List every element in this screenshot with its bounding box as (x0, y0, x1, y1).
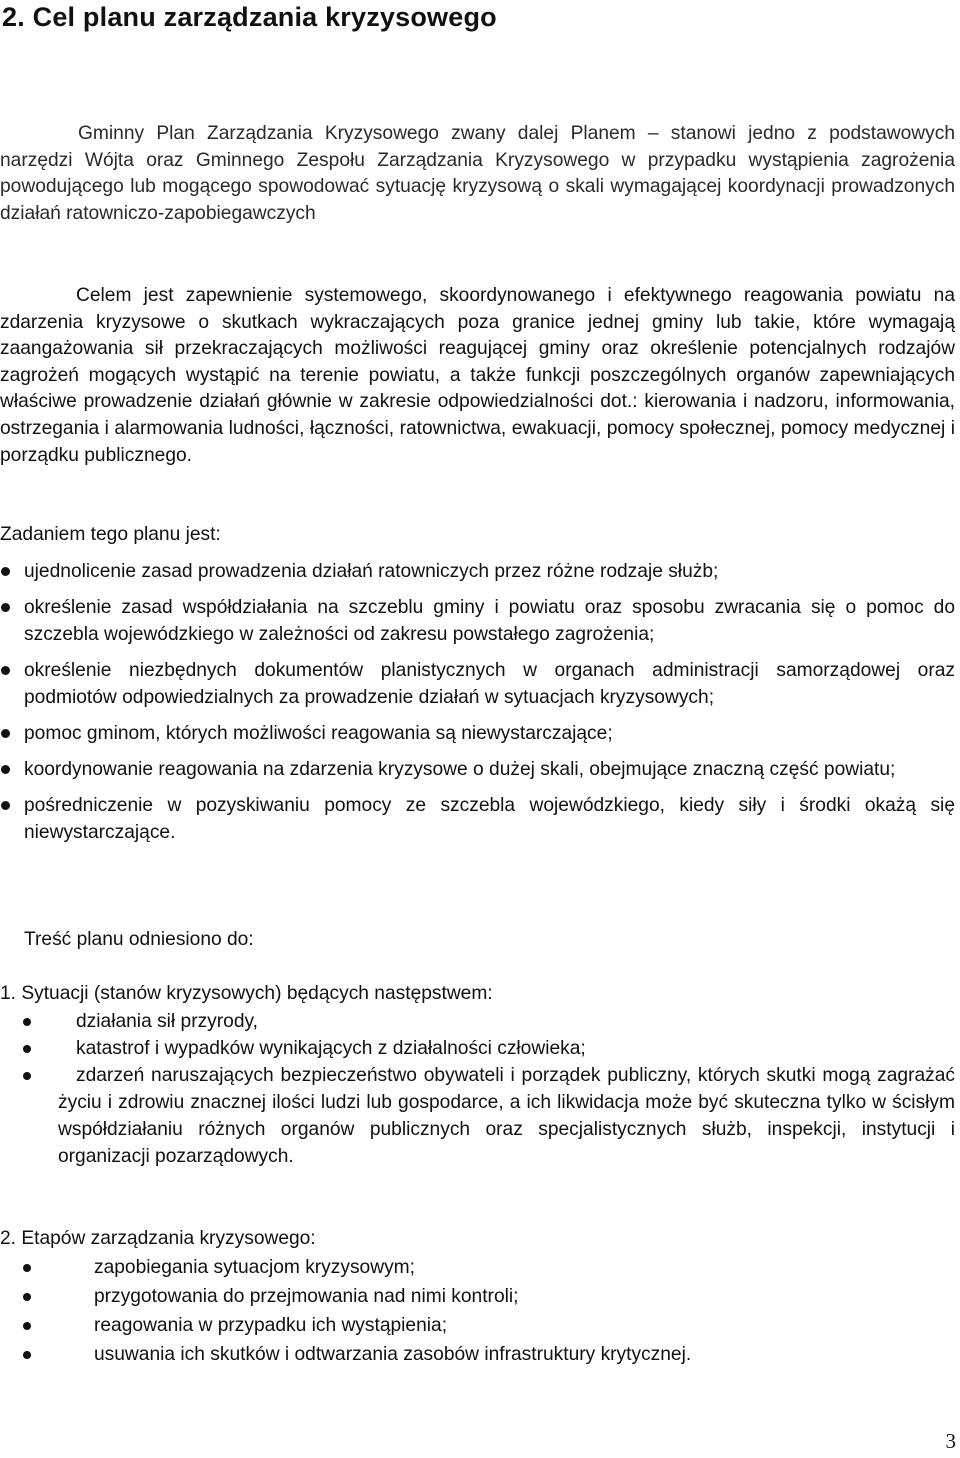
list-item (58, 1035, 955, 1062)
goal-paragraph: Celem jest zapewnienie systemowego, skoordynowanego i efektywnego reagowania powiatu na zdarzenia kryzysowe o skutkach wykraczających poza granice jednej gminy lub takie, które wymagają zaangażowania sił przekraczających możliwości reagującej gminy oraz określenie potencjalnych rodzajów zagrożeń mogących wystąpić na terenie powiatu, a także funkcji poszczególnych organów zapewniających właściwe prowadzenie działań głównie w zakresie odpowiedzialności dot.: kierowania i nadzoru, informowania, ostrzegania i alarmowania ludności, łączności, ratownictwa, ewakuacji, pomocy społecznej, pomocy medycznej i porządku publicznego. (0, 285, 955, 466)
tasks-heading: Zadaniem tego planu jest: (0, 524, 221, 545)
list-item (94, 1341, 955, 1368)
bullet-icon (23, 1264, 31, 1272)
list-item (24, 756, 955, 783)
list-item-text: pośredniczenie w pozyskiwaniu pomocy ze szczebla wojewódzkiego, kiedy siły i środki okażą się niewystarczające. (24, 795, 955, 843)
bullet-icon (23, 1322, 31, 1330)
situations-heading: 1. Sytuacji (stanów kryzysowych) będących następstwem: (0, 983, 493, 1004)
list-item (24, 792, 955, 846)
list-item-text: zapobiegania sytuacjom kryzysowym; (94, 1257, 415, 1278)
scope-heading: Treść planu odniesiono do: (24, 929, 254, 950)
bullet-icon (1, 765, 10, 774)
list-item (24, 720, 955, 747)
bullet-icon (1, 666, 10, 675)
list-item-text: reagowania w przypadku ich wystąpienia; (94, 1315, 448, 1336)
bullet-icon (23, 1351, 31, 1359)
stages-list (94, 1254, 955, 1370)
bullet-icon (23, 1018, 31, 1026)
list-item (24, 558, 955, 585)
bullet-icon (23, 1045, 31, 1053)
list-item (58, 1008, 955, 1035)
list-item (94, 1254, 955, 1281)
list-item-text: działania sił przyrody, (76, 1011, 258, 1032)
bullet-icon (1, 603, 10, 612)
section-heading: 2. Cel planu zarządzania kryzysowego (2, 2, 497, 32)
list-item-text: określenie niezbędnych dokumentów planistycznych w organach administracji samorządowej oraz podmiotów odpowiedzialnych za prowadzenie działań w sytuacjach kryzysowych; (24, 660, 955, 708)
list-item-text: usuwania ich skutków i odtwarzania zasobów infrastruktury krytycznej. (94, 1344, 692, 1365)
stages-heading: 2. Etapów zarządzania kryzysowego: (0, 1228, 316, 1249)
tasks-list (24, 558, 955, 855)
list-item-text: określenie zasad współdziałania na szczeblu gminy i powiatu oraz sposobu zwracania się o pomoc do szczebla wojewódzkiego w zależności od zakresu powstałego zagrożenia; (24, 597, 955, 645)
bullet-icon (23, 1293, 31, 1301)
bullet-icon (23, 1072, 31, 1080)
bullet-icon (1, 729, 10, 738)
page-number: 3 (945, 1429, 956, 1453)
bullet-icon (1, 567, 10, 576)
list-item (24, 657, 955, 711)
bullet-icon (1, 801, 10, 810)
situations-list (58, 1008, 955, 1170)
list-item-text: koordynowanie reagowania na zdarzenia kryzysowe o dużej skali, obejmujące znaczną część powiatu; (24, 759, 896, 780)
list-item (58, 1062, 955, 1170)
list-item (94, 1283, 955, 1310)
list-item (94, 1312, 955, 1339)
list-item-text: zdarzeń naruszających bezpieczeństwo obywateli i porządek publiczny, których skutki mogą zagrażać życiu i zdrowiu znacznej ilości ludzi lub gospodarce, a ich likwidacja może być skuteczna tylko w ścisłym współdziałaniu różnych organów publicznych oraz specjalistycznych służb, inspekcji, instytucji i organizacji pozarządowych. (58, 1065, 955, 1167)
list-item-text: ujednolicenie zasad prowadzenia działań ratowniczych przez różne rodzaje służb; (24, 561, 719, 582)
list-item (24, 594, 955, 648)
list-item-text: katastrof i wypadków wynikających z działalności człowieka; (76, 1038, 586, 1059)
intro-paragraph: Gminny Plan Zarządzania Kryzysowego zwany dalej Planem – stanowi jedno z podstawowych narzędzi Wójta oraz Gminnego Zespołu Zarządzania Kryzysowego w przypadku wystąpienia zagrożenia powodującego lub mogącego spowodować sytuację kryzysową o skali wymagającej koordynacji prowadzonych działań ratowniczo-zapobiegawczych (0, 123, 955, 224)
list-item-text: przygotowania do przejmowania nad nimi kontroli; (94, 1286, 519, 1307)
list-item-text: pomoc gminom, których możliwości reagowania są niewystarczające; (24, 723, 613, 744)
